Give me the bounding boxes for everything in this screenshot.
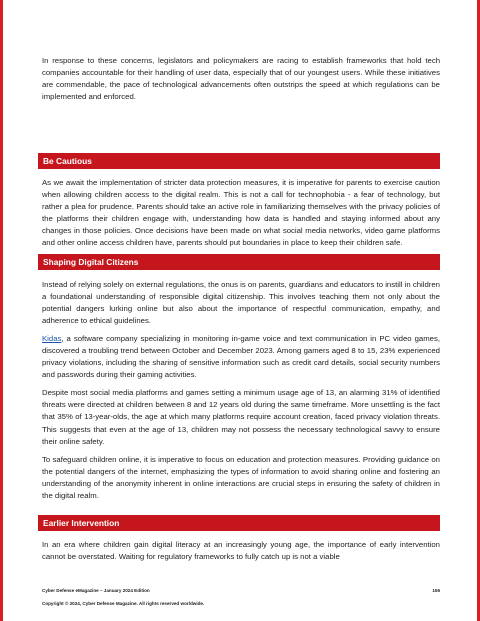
intro-paragraph: In response to these concerns, legislators and policymakers are racing to establish frameworks that hold tech companies accountable for their handling of user data, especially that of our youngest users. While these initiatives are commendable, the pace of technological advancements often outstrips the speed at which regulations can be implemented and enforced. [42,56,440,102]
shaping-section [42,279,440,502]
shaping-paragraph-1: Instead of relying solely on external regulations, the onus is on parents, guardians and educators to instill in children a foundational understanding of responsible digital citizenship. This involves teaching them not only about the potential dangers lurking online but also about the importance of respectful communication, empathy, and adherence to ethical guidelines. [42,280,440,326]
shaping-paragraph-2-text: , a software company specializing in monitoring in-game voice and text communication in PC video games, discovered a troubling trend between October and December 2023. Among gamers aged 8 to 15, 23% experienced privacy violations, including the sharing of sensitive information such as credit card details, social security numbers and passwords during their gaming activities. [42,334,440,380]
earlier-section [42,539,440,563]
section-heading-shaping-digital-citizens: Shaping Digital Citizens [38,254,440,270]
section-heading-earlier-intervention: Earlier Intervention [38,515,440,531]
section-heading-be-cautious: Be Cautious [38,153,440,169]
shaping-paragraph-4: To safeguard children online, it is imperative to focus on education and protection measures. Providing guidance on the potential dangers of the internet, emphasizing the types of information to avoid sharing online and fostering an understanding of the anonymity inherent in online interactions are crucial steps in ensuring the safety of children in the digital realm. [42,454,440,500]
earlier-paragraph: In an era where children gain digital literacy at an increasingly young age, the importance of early intervention cannot be overstated. Waiting for regulatory frameworks to fully catch up is not a viable [42,540,440,562]
footer-page-number: 156 [432,588,440,593]
be-cautious-section [42,177,440,249]
page-footer [42,588,440,593]
shaping-paragraph-3: Despite most social media platforms and games setting a minimum usage age of 13, an alarming 31% of identified threats were directed at children between 8 and 12 years old during the same timeframe. More unsettling is the fact that 35% of 13-year-olds, the age at which many platforms require account creation, faced privacy violation threats. This suggests that even at the age of 13, children may not possess the necessary technological savvy to ensure their online safety. [42,388,440,446]
be-cautious-paragraph: As we await the implementation of stricter data protection measures, it is imperative for parents to exercise caution when allowing children access to the digital realm. This is not a call for technophobia - a fear of technology, but rather a plea for prudence. Parents should take an active role in familiarizing themselves with the privacy policies of the platforms their children engage with, understanding how data is handled and staying informed about any changes in those policies. Once decisions have been made on what social media networks, video game platforms and other online access children have, parents should put boundaries in place to keep their children safe. [42,178,440,248]
kidas-link[interactable]: Kidas [42,334,62,344]
footer-copyright-row [42,601,440,606]
shaping-paragraph-2 [42,333,440,381]
page-left-accent-bar [0,0,3,621]
intro-section [42,55,440,103]
footer-edition: Cyber Defense eMagazine – January 2024 Edition [42,588,150,593]
footer-copyright: Copyright © 2024, Cyber Defense Magazine. All rights reserved worldwide. [42,601,205,606]
